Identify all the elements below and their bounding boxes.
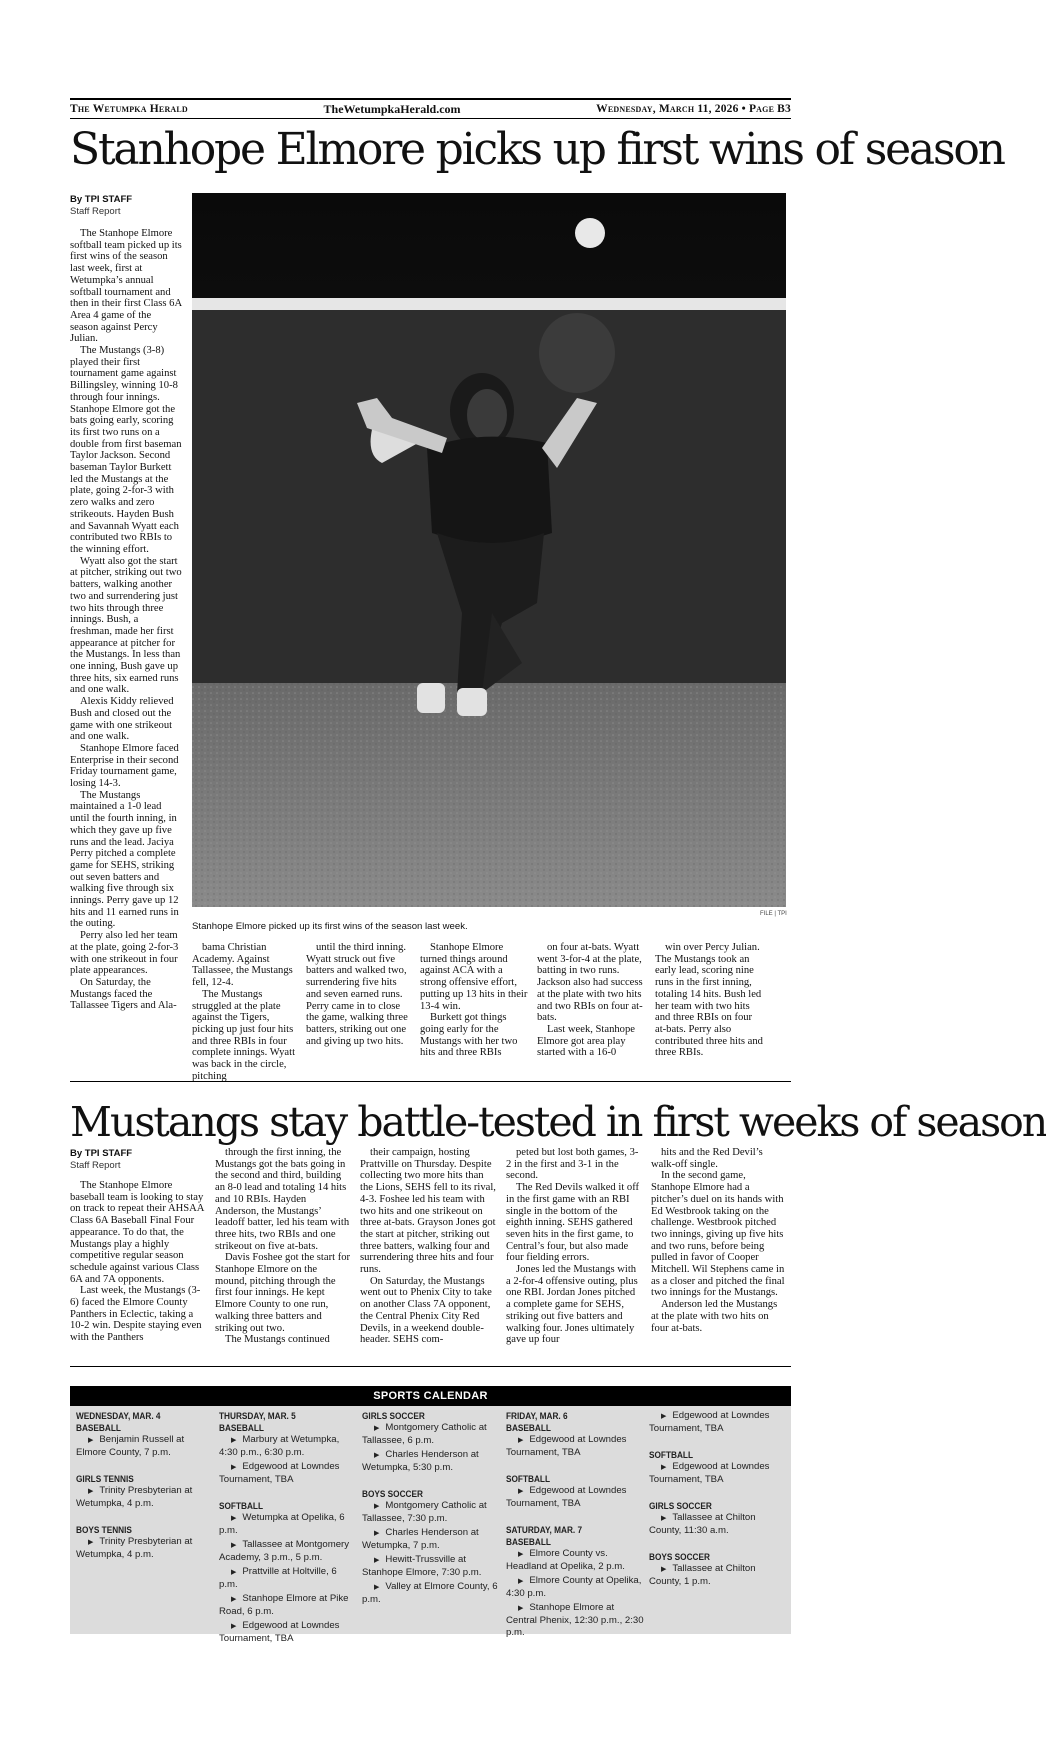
calendar-column-3 [362,1410,500,1608]
calendar-event-text: Edgewood at Lowndes Tournament, TBA [219,1461,340,1485]
calendar-event-text: Valley at Elmore County, 6 p.m. [362,1581,498,1605]
article-paragraph: Wyatt also got the start at pitcher, striking out two batters, walking another two and surrendering just two hits through three innings. Bush, a freshman, made her first appearance at pitcher for the Mustangs. In less than one inning, Bush gave up three hits, six earned runs and one walk. [70,555,182,696]
softball-photo [192,193,786,907]
triangle-bullet-icon: ▶ [88,1437,94,1444]
calendar-event-text: Charles Henderson at Wetumpka, 7 p.m. [362,1527,479,1551]
calendar-sport-heading: BOYS TENNIS [76,1524,132,1535]
calendar-event [362,1500,500,1525]
story2-byline [70,1148,132,1172]
calendar-event [219,1593,357,1618]
article-paragraph: The Stanhope Elmore baseball team is looking to stay on track to repeat their AHSAA Class 6A Baseball Final Four appearance. To do that, the Mustangs play a highly competitive regular season schedule against various Class 6A and 7A opponents. [70,1180,204,1285]
calendar-sport-heading: SOFTBALL [649,1449,693,1460]
calendar-gap [506,1461,644,1473]
triangle-bullet-icon: ▶ [661,1464,667,1471]
article-paragraph: Stanhope Elmore turned things around against ACA with a strong offensive effort, putting up 13 hits in their 13-4 win. [420,942,528,1012]
triangle-bullet-icon: ▶ [374,1584,380,1591]
article-paragraph: The Mustangs continued [225,1334,330,1346]
story2-column-5 [651,1147,787,1340]
calendar-sport-heading: BASEBALL [506,1536,551,1547]
calendar-event [219,1434,357,1459]
calendar-event-text: Wetumpka at Opelika, 6 p.m. [219,1512,345,1536]
byline-author: By TPI STAFF [70,1148,133,1159]
calendar-event [362,1581,500,1606]
calendar-event-text: Prattville at Holtville, 6 p.m. [219,1566,337,1590]
calendar-sport-heading: GIRLS SOCCER [362,1410,425,1421]
calendar-event-text: Elmore County vs. Headland at Opelika, 2 p.m. [506,1548,625,1572]
story2-column-2 [215,1147,351,1346]
calendar-event-text: Tallassee at Chilton County, 11:30 a.m. [649,1512,756,1536]
calendar-divider [70,1366,791,1367]
triangle-bullet-icon: ▶ [518,1488,524,1495]
calendar-event [219,1620,357,1645]
calendar-event-text: Edgewood at Lowndes Tournament, TBA [649,1410,770,1434]
triangle-bullet-icon: ▶ [374,1557,380,1564]
byline-role: Staff Report [70,206,121,217]
calendar-sport-heading: BOYS SOCCER [362,1488,423,1499]
article-paragraph: hits and the Red Devil’s walk-off single. [651,1147,763,1170]
calendar-gap [649,1539,787,1551]
calendar-sport-heading: BASEBALL [219,1422,264,1433]
triangle-bullet-icon: ▶ [374,1503,380,1510]
calendar-event [649,1563,787,1588]
calendar-event-text: Edgewood at Lowndes Tournament, TBA [219,1620,340,1644]
calendar-event [76,1536,214,1561]
calendar-event [219,1539,357,1564]
triangle-bullet-icon: ▶ [374,1452,380,1459]
calendar-sport-heading: BASEBALL [506,1422,551,1433]
triangle-bullet-icon: ▶ [518,1578,524,1585]
triangle-bullet-icon: ▶ [661,1515,667,1522]
photo-caption: Stanhope Elmore picked up its first wins of the season last week. [192,921,468,932]
calendar-gap [362,1476,500,1488]
article-paragraph: on four at-bats. Wyatt went 3-for-4 at the plate, batting in two runs. Jackson also had success at the plate with two hits and two RBIs on four at-bats. [537,942,643,1024]
story1-column-5 [537,942,645,1059]
story2-column-1 [70,1180,205,1344]
dateline: Wednesday, March 11, 2026 • Page B3 [596,103,791,115]
story1-column-3 [306,942,412,1047]
calendar-event-text: Elmore County at Opelika, 4:30 p.m. [506,1575,642,1599]
article-paragraph: bama Christian Academy. Against Tallassee, the Mustangs fell, 12-4. [192,942,293,989]
paper-name: The Wetumpka Herald [70,103,188,115]
triangle-bullet-icon: ▶ [231,1542,237,1549]
calendar-sport-heading: GIRLS SOCCER [649,1500,712,1511]
article-paragraph: The Stanhope Elmore softball team picked up its first wins of the season last week, first at Wetumpka’s annual softball tournament and then in their first Class 6A Area 4 game of the season against Percy Julian. [70,228,182,345]
calendar-sport-heading: SOFTBALL [506,1473,550,1484]
article-paragraph: win over Percy Julian. The Mustangs took an early lead, scoring nine runs in the first inning, totaling 14 hits. Bush led her team with two hits and three RBIs on four at-bats. Perry also contributed three hits and three RBIs. [655,942,763,1059]
calendar-event-text: Charles Henderson at Wetumpka, 5:30 p.m. [362,1449,479,1473]
calendar-event-text: Benjamin Russell at Elmore County, 7 p.m. [76,1434,185,1458]
calendar-event-text: Trinity Presbyterian at Wetumpka, 4 p.m. [76,1485,193,1509]
triangle-bullet-icon: ▶ [88,1539,94,1546]
article-paragraph: Davis Foshee got the start for Stanhope Elmore on the mound, pitching through the first four innings. He kept Elmore County to one run, walking three batters and striking out two. [215,1252,351,1334]
calendar-event [506,1575,644,1600]
calendar-gap [506,1512,644,1524]
article-paragraph: peted but lost both games, 3-2 in the first and 3-1 in the second. [506,1147,639,1182]
triangle-bullet-icon: ▶ [518,1437,524,1444]
triangle-bullet-icon: ▶ [661,1413,667,1420]
calendar-event [362,1449,500,1474]
calendar-event-text: Edgewood at Lowndes Tournament, TBA [506,1434,627,1458]
calendar-event [76,1485,214,1510]
calendar-event-text: Tallassee at Montgomery Academy, 3 p.m., 5 p.m. [219,1539,350,1563]
calendar-event [219,1512,357,1537]
article-paragraph: On Saturday, the Mustangs faced the Tallassee Tigers and Ala- [70,977,177,1012]
calendar-day-heading: SATURDAY, MAR. 7 [506,1524,583,1535]
article-paragraph: Jones led the Mustangs with a 2-for-4 offensive outing, plus one RBI. Jordan Jones pitched a complete game for SEHS, striking out five batters and walking four. Jones ultimately gave up four [506,1264,638,1346]
article-paragraph: Last week, Stanhope Elmore got area play started with a 16-0 [537,1023,635,1059]
calendar-event [506,1548,644,1573]
masthead [70,98,791,119]
calendar-column-4 [506,1410,644,1641]
sports-calendar-title: SPORTS CALENDAR [70,1386,791,1406]
article-paragraph: The Mustangs struggled at the plate against the Tigers, picking up just four hits and three RBIs in four complete innings. Wyatt was back in the circle, pitching [192,988,296,1082]
article-paragraph: Burkett got things going early for the Mustangs with her two hits and three RBIs [420,1012,518,1059]
article-paragraph: The Mustangs maintained a 1-0 lead until the fourth inning, in which they gave up five runs and the lead. Jaciya Perry pitched a complete game for SEHS, striking out seven batters and walking five through six innings. Perry gave up 12 hits and 11 earned runs in the outing. [70,789,179,930]
story-divider [70,1081,791,1082]
triangle-bullet-icon: ▶ [518,1551,524,1558]
calendar-event [219,1566,357,1591]
triangle-bullet-icon: ▶ [231,1464,237,1471]
triangle-bullet-icon: ▶ [661,1566,667,1573]
calendar-sport-heading: GIRLS TENNIS [76,1473,134,1484]
calendar-event-text: Tallassee at Chilton County, 1 p.m. [649,1563,756,1587]
calendar-column-2 [219,1410,357,1647]
calendar-event-text: Edgewood at Lowndes Tournament, TBA [506,1485,627,1509]
article-paragraph: their campaign, hosting Prattville on Thursday. Despite collecting two more hits than the Lions, SEHS fell to its rival, 4-3. Foshee led his team with two hits and one strikeout on three at-bats. Grayson Jones got the start at pitcher, striking out three batters, walking four and surrendering three hits and four runs. [360,1147,496,1276]
calendar-column-5 [649,1410,787,1590]
calendar-event [649,1410,787,1435]
article-paragraph: through the first inning, the Mustangs got the bats going in the second and third, building an 8-0 lead and totaling 14 hits and 10 RBIs. Hayden Anderson, the Mustangs’ leadoff batter, led his team with three hits, two RBIs and one strikeout on five at-bats. [215,1147,350,1252]
calendar-event [649,1461,787,1486]
story1-column-4 [420,942,528,1059]
calendar-event [362,1422,500,1447]
article-paragraph: On Saturday, the Mustangs went out to Phenix City to take on another Class 7A opponent, the Central Phenix City Red Devils, in a weekend double-header. SEHS com- [360,1275,492,1346]
story1-byline [70,194,132,218]
calendar-event-text: Trinity Presbyterian at Wetumpka, 4 p.m. [76,1536,193,1560]
calendar-event-text: Montgomery Catholic at Tallassee, 6 p.m. [362,1422,487,1446]
calendar-event [362,1527,500,1552]
calendar-event-text: Montgomery Catholic at Tallassee, 7:30 p.m. [362,1500,487,1524]
photo-credit: FILE | TPI [760,911,787,917]
calendar-gap [76,1512,214,1524]
article-paragraph: until the third inning. Wyatt struck out five batters and walked two, surrendering five hits and seven earned runs. Perry came in to close the game, walking three batters, striking out one and giving up two hits. [306,942,408,1047]
story1-column-1 [70,228,182,1034]
article-paragraph: Anderson led the Mustangs at the plate with two hits on four at-bats. [651,1299,778,1334]
calendar-event-text: Marbury at Wetumpka, 4:30 p.m., 6:30 p.m. [219,1434,340,1458]
byline-role: Staff Report [70,1160,121,1171]
article-paragraph: Perry also led her team at the plate, going 2-for-3 with one strikeout in four plate appearances. [70,930,179,977]
story2-column-3 [360,1147,497,1346]
article-paragraph: Last week, the Mustangs (3-6) faced the Elmore County Panthers in Eclectic, taking a 10-2 win. Despite staying even with the Panthers [70,1285,202,1344]
triangle-bullet-icon: ▶ [231,1515,237,1522]
story2-headline: Mustangs stay battle-tested in first weeks of season [70,1098,1046,1146]
story1-column-2 [192,942,298,1082]
triangle-bullet-icon: ▶ [231,1623,237,1630]
calendar-gap [76,1461,214,1473]
article-paragraph: Stanhope Elmore faced Enterprise in their second Friday tournament game, losing 14-3. [70,742,179,790]
byline-author: By TPI STAFF [70,194,133,205]
calendar-gap [649,1437,787,1449]
calendar-event [506,1602,644,1639]
outfielder-catching-ball-image [192,193,786,907]
calendar-event [362,1554,500,1579]
calendar-event-text: Stanhope Elmore at Pike Road, 6 p.m. [219,1593,349,1617]
triangle-bullet-icon: ▶ [231,1596,237,1603]
story2-column-4 [506,1147,642,1346]
calendar-column-1 [76,1410,214,1563]
story1-column-6 [655,942,765,1059]
calendar-event-text: Stanhope Elmore at Central Phenix, 12:30 p.m., 2:30 p.m. [506,1602,644,1638]
calendar-day-heading: WEDNESDAY, MAR. 4 [76,1410,161,1421]
calendar-sport-heading: SOFTBALL [219,1500,263,1511]
calendar-sport-heading: BASEBALL [76,1422,121,1433]
calendar-event [219,1461,357,1486]
calendar-event-text: Edgewood at Lowndes Tournament, TBA [649,1461,770,1485]
triangle-bullet-icon: ▶ [518,1605,524,1612]
triangle-bullet-icon: ▶ [374,1425,380,1432]
triangle-bullet-icon: ▶ [231,1569,237,1576]
calendar-day-heading: FRIDAY, MAR. 6 [506,1410,568,1421]
calendar-event [76,1434,214,1459]
triangle-bullet-icon: ▶ [374,1530,380,1537]
article-paragraph: The Mustangs (3-8) played their first tournament game against Billingsley, winning 10-8 through four innings. Stanhope Elmore got the bats going early, scoring its first two runs on a double from first baseman Taylor Jackson. Second baseman Taylor Burkett led the Mustangs at the plate, going 2-for-3 with zero walks and zero strikeouts. Hayden Bush and Savannah Wyatt each contributed two RBIs to the winning effort. [70,345,182,555]
calendar-sport-heading: BOYS SOCCER [649,1551,710,1562]
article-paragraph: Alexis Kiddy relieved Bush and closed out the game with one strikeout and one walk. [70,696,174,743]
calendar-gap [219,1488,357,1500]
calendar-event [649,1512,787,1537]
calendar-gap [649,1488,787,1500]
calendar-day-heading: THURSDAY, MAR. 5 [219,1410,296,1421]
triangle-bullet-icon: ▶ [88,1488,94,1495]
triangle-bullet-icon: ▶ [231,1437,237,1444]
calendar-event [506,1485,644,1510]
story1-headline: Stanhope Elmore picks up first wins of season [70,124,1004,175]
article-paragraph: In the second game, Stanhope Elmore had a pitcher’s duel on its hands with Ed Westbrook taking on the challenge. Westbrook pitched two innings, giving up five hits and two runs, before being pulled in favor of Cooper Mitchell. Wil Stephens came in as a closer and pitched the final two innings for the Mustangs. [651,1170,785,1299]
calendar-event-text: Hewitt-Trussville at Stanhope Elmore, 7:30 p.m. [362,1554,482,1578]
calendar-event [506,1434,644,1459]
paper-website[interactable]: TheWetumpkaHerald.com [323,101,461,116]
article-paragraph: The Red Devils walked it off in the first game with an RBI single in the bottom of the eighth inning. SEHS gathered seven hits in the first game, to Central’s four, but also made four fielding errors. [506,1182,640,1264]
